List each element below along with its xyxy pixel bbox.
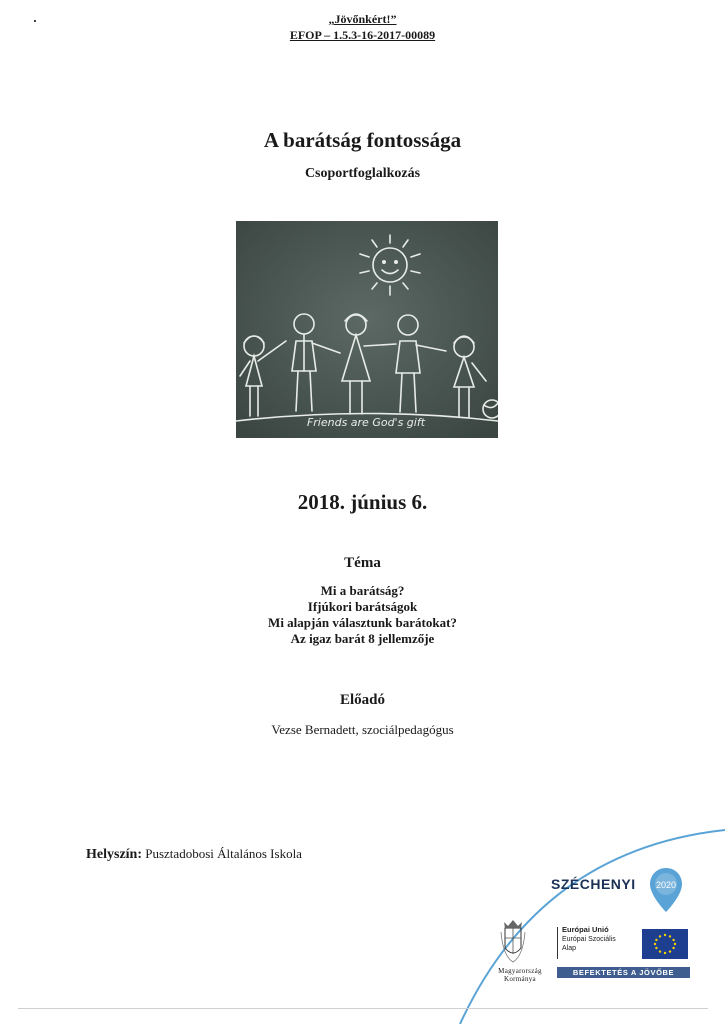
government-logo-text — [480, 967, 560, 983]
topic-item: Mi alapján választunk barátokat? — [268, 615, 457, 630]
eu-logo — [555, 925, 690, 963]
venue-label: Helyszín: — [86, 847, 142, 862]
topic-item: Az igaz barát 8 jellemzője — [290, 631, 435, 646]
decorative-curve — [400, 810, 725, 1024]
eu-line-2: Európai Szociális — [562, 936, 616, 943]
eu-divider — [557, 927, 558, 959]
eu-line-3: Alap — [562, 945, 577, 952]
eu-line-1: Európai Unió — [562, 925, 609, 934]
topic-heading: Téma — [344, 555, 381, 571]
szechenyi-year: 2020 — [655, 880, 677, 890]
image-caption: Friends are God's gift — [306, 416, 426, 429]
document-title: A barátság fontossága — [263, 128, 462, 152]
eu-flag-icon — [642, 929, 688, 959]
speaker-name: Vezse Bernadett, szociálpedagógus — [271, 722, 454, 737]
venue-value: Pusztadobosi Általános Iskola — [145, 846, 302, 861]
eu-text — [562, 925, 616, 953]
chalkboard-image — [236, 221, 498, 438]
topic-item: Mi a barátság? — [320, 583, 405, 598]
event-date: 2018. június 6. — [297, 490, 428, 514]
szechenyi-logo-text: SZÉCHENYI — [551, 876, 636, 892]
project-code: EFOP – 1.5.3-16-2017-00089 — [289, 28, 436, 42]
project-name: „Jövőnkért!” — [328, 12, 397, 26]
speaker-heading: Előadó — [339, 692, 385, 708]
coat-of-arms-icon — [499, 918, 527, 964]
bottom-rule — [18, 1008, 708, 1009]
topic-list — [0, 583, 725, 647]
document-subtitle: Csoportfoglalkozás — [304, 166, 421, 181]
szechenyi-pin-icon — [648, 866, 684, 914]
venue — [86, 846, 302, 863]
topic-item: Ifjúkori barátságok — [307, 599, 418, 614]
invest-banner: BEFEKTETÉS A JÖVŐBE — [557, 967, 690, 978]
government-line-2: Kormánya — [504, 975, 536, 983]
government-line-1: Magyarország — [498, 967, 542, 975]
